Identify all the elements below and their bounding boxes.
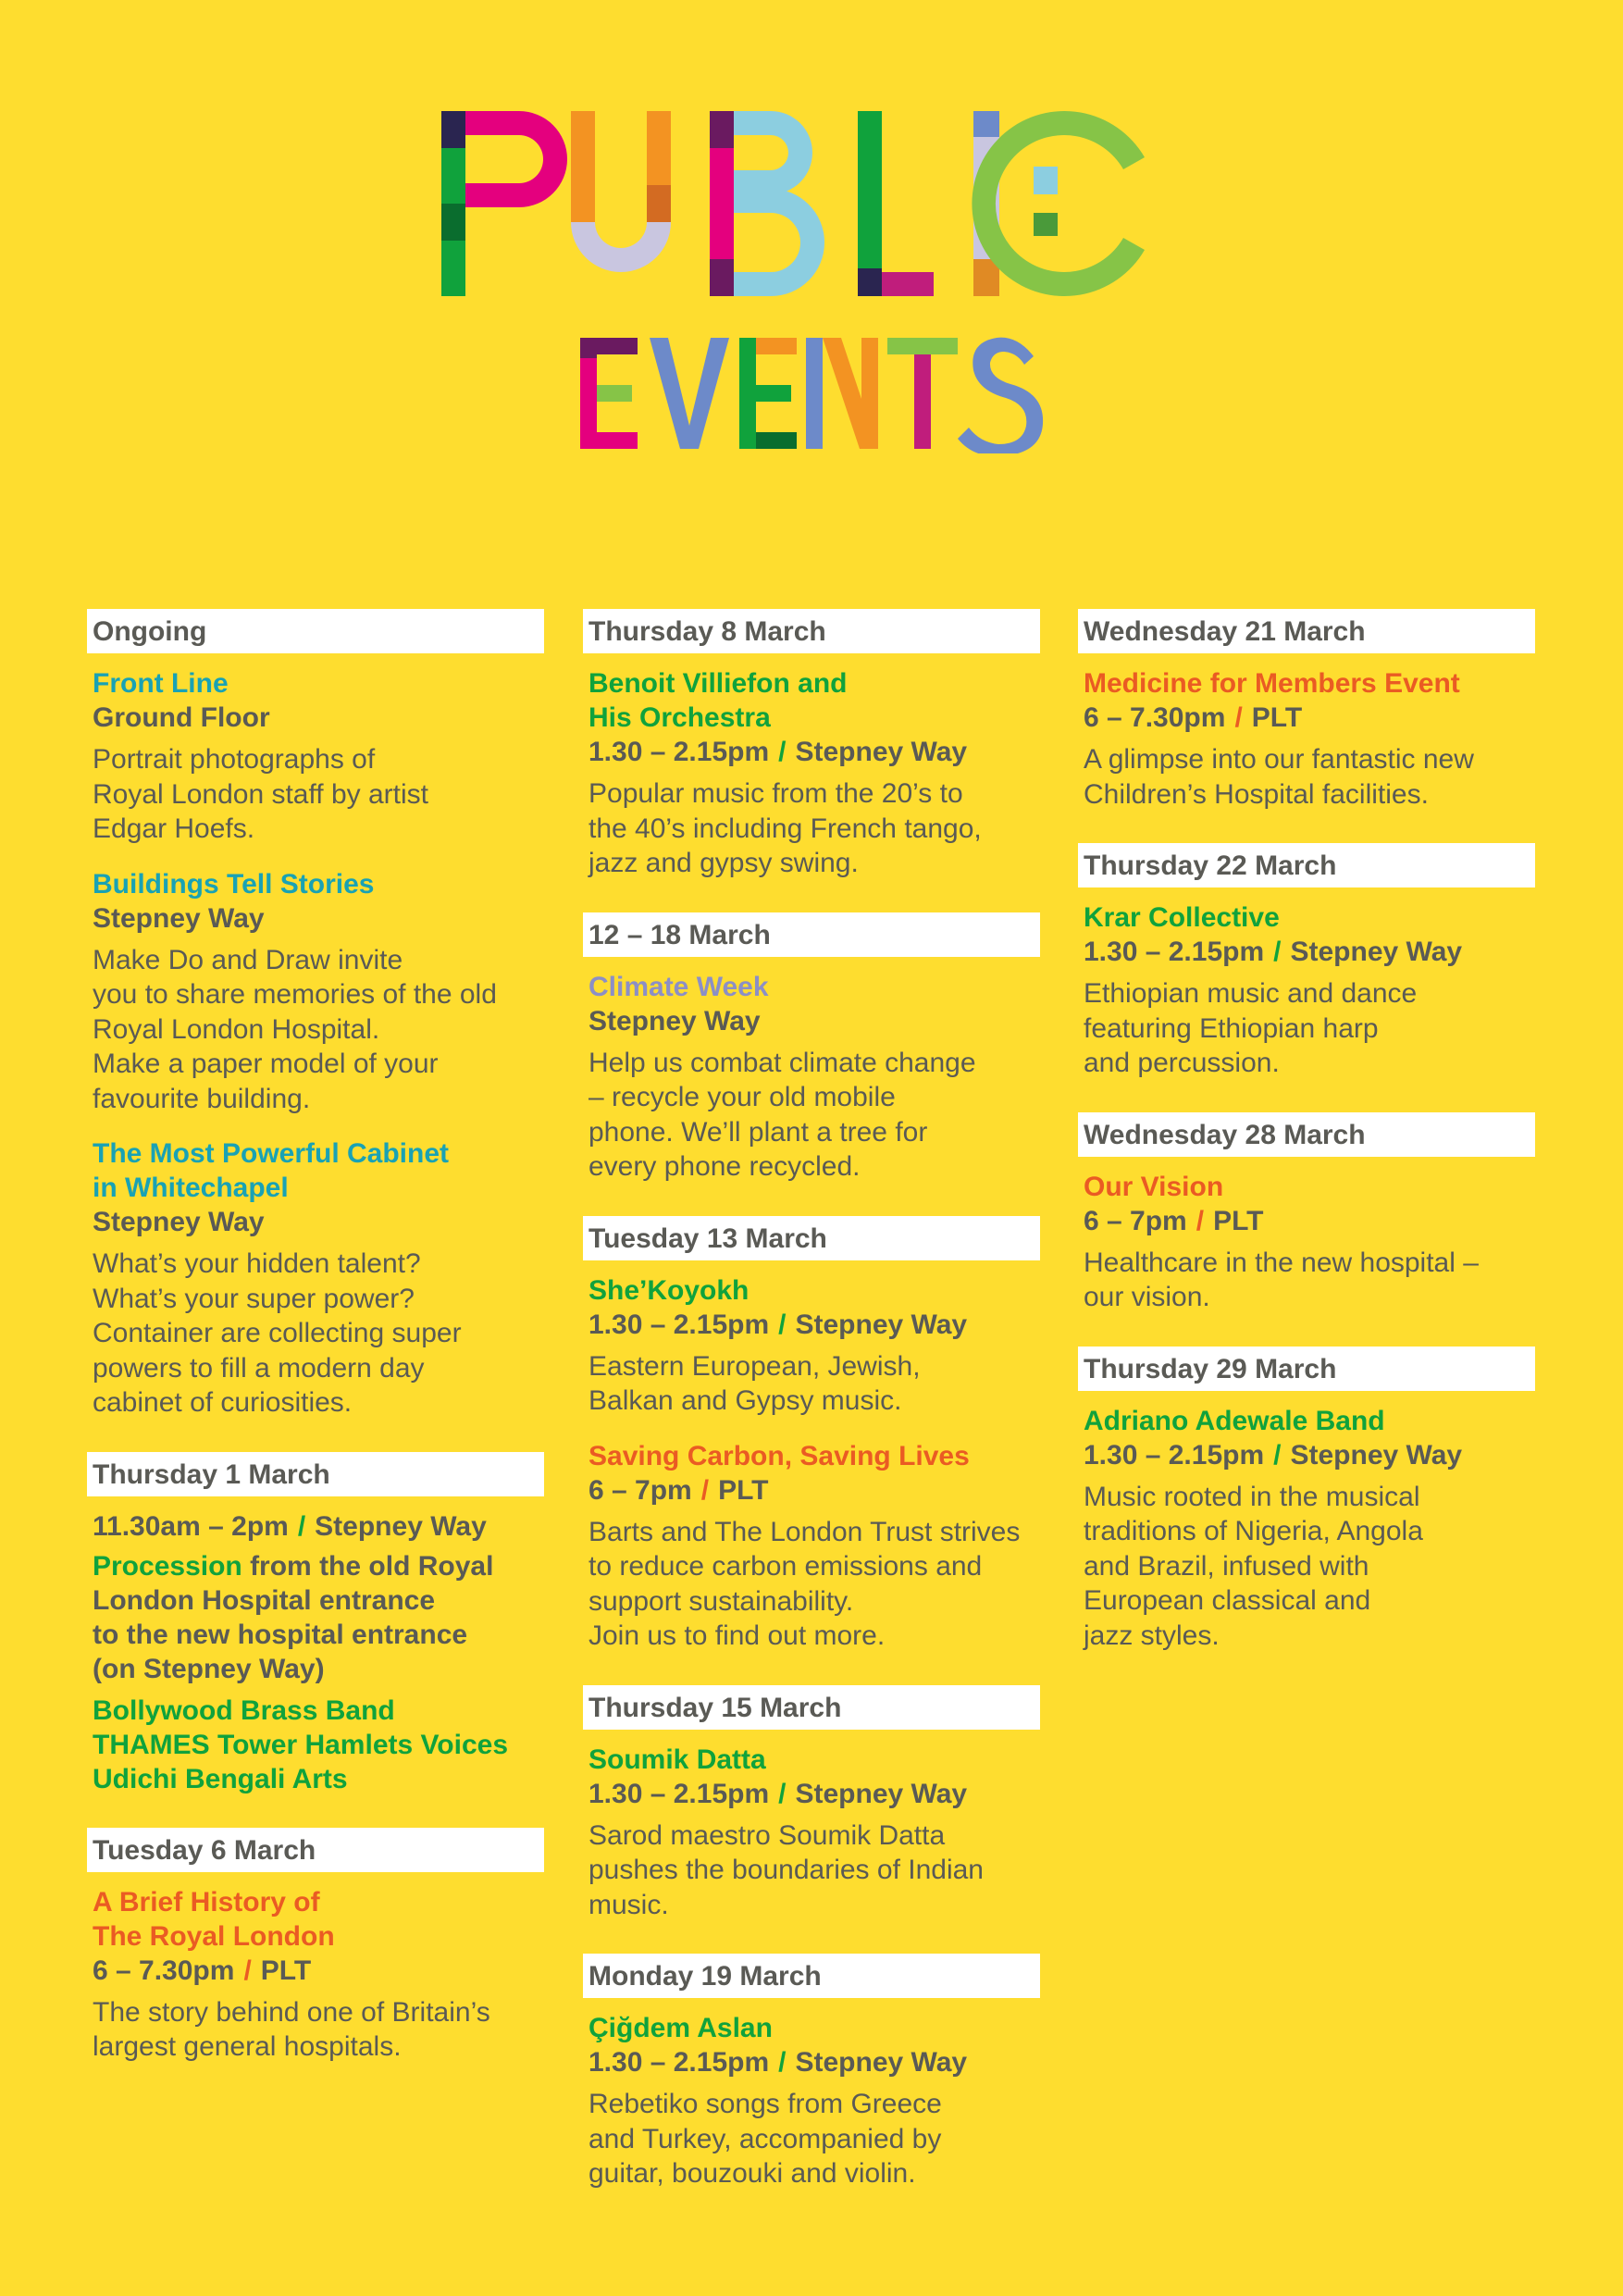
event-brief-history [87,1885,544,2065]
event-benoit-villiefon [583,666,1040,881]
event-time: 6 – 7pm [1084,1205,1187,1236]
event-description [583,1515,1040,1654]
desc-line: our vision. [1084,1282,1210,1312]
desc-line: Royal London staff by artist [93,778,428,810]
event-our-vision [1078,1170,1535,1315]
desc-line: A glimpse into our fantastic new [1084,744,1474,775]
public-events-logo [441,93,1182,453]
event-krar-collective [1078,900,1535,1081]
title-line: Benoit Villiefon and [588,668,848,699]
event-description [583,1818,1040,1923]
event-description [1078,1480,1535,1654]
event-location: Stepney Way [93,1207,265,1237]
desc-line: and Turkey, accompanied by [588,2123,942,2154]
day-header: Tuesday 6 March [87,1828,544,1872]
desc-line: What’s your super power? [93,1283,415,1314]
event-front-line [87,666,544,847]
event-description [87,1995,544,2065]
day-header: Thursday 8 March [583,609,1040,653]
event-most-powerful-cabinet [87,1136,544,1421]
separator: / [297,1510,306,1542]
desc-line: featuring Ethiopian harp [1084,1012,1379,1044]
separator: / [1273,1439,1282,1471]
event-place: Stepney Way [1290,1439,1463,1471]
desc-line: What’s your hidden talent? [93,1248,421,1279]
desc-line: to reduce carbon emissions and [588,1551,983,1582]
event-place: Stepney Way [795,1309,968,1340]
event-title [583,666,1040,735]
event-time-place [1078,935,1535,969]
desc-line: European classical and [1084,1585,1371,1616]
desc-line: pushes the boundaries of Indian [588,1855,984,1885]
event-time: 1.30 – 2.15pm [588,2047,770,2078]
event-time-place [583,735,1040,769]
title-line: The Most Powerful Cabinet [93,1138,450,1169]
desc-line: Eastern European, Jewish, [588,1350,921,1382]
event-time-place [1078,1204,1535,1238]
event-medicine-for-members [1078,666,1535,812]
section-thursday-22-march [1078,843,1535,1081]
desc-line: guitar, bouzouki and violin. [588,2158,916,2189]
title-block [0,93,1623,453]
desc-line: Royal London Hospital. [93,1013,380,1045]
title-line: A Brief History of [93,1886,320,1917]
desc-line: music. [588,1889,669,1920]
day-header: Wednesday 28 March [1078,1112,1535,1157]
event-description [583,2087,1040,2191]
act-name: THAMES Tower Hamlets Voices [93,1729,509,1760]
desc-line: – recycle your old mobile [588,1082,896,1112]
desc-line: every phone recycled. [588,1151,861,1182]
event-place: Stepney Way [795,1778,968,1809]
event-saving-carbon [583,1439,1040,1654]
event-location: Stepney Way [93,902,265,934]
event-time-place [87,1954,544,1988]
desc-line: Make Do and Draw invite [93,944,403,975]
event-time: 6 – 7.30pm [1084,702,1226,733]
title-line: in Whitechapel [93,1173,289,1203]
event-description [1078,976,1535,1081]
event-time: 1.30 – 2.15pm [1084,1439,1265,1471]
event-title: She’Koyokh [588,1274,750,1306]
separator: / [1196,1205,1205,1236]
event-description [583,1349,1040,1419]
logo-letter-l [858,111,934,296]
event-time-place [87,1509,544,1544]
event-climate-week [583,970,1040,1185]
desc-line: Popular music from the 20’s to [588,778,963,809]
logo-letter-u [571,111,671,272]
desc-line: Music rooted in the musical [1084,1481,1420,1512]
event-cigdem-aslan [583,2011,1040,2191]
logo-word-events [580,338,1043,453]
separator: / [778,1778,787,1809]
desc-line: support sustainability. [588,1585,854,1617]
event-soumik-datta [583,1743,1040,1923]
day-header: Monday 19 March [583,1954,1040,1998]
logo-letter-b [710,111,824,296]
section-thursday-8-march [583,609,1040,881]
column-3 [1078,609,1535,1684]
event-title: Çiğdem Aslan [588,2013,773,2043]
desc-line: Ethiopian music and dance [1084,978,1418,1009]
event-time-place [1078,1438,1535,1472]
event-time: 1.30 – 2.15pm [588,1778,770,1809]
title-line: The Royal London [93,1920,335,1952]
procession-rest: from the old Royal [242,1550,494,1582]
event-shekoyokh [583,1273,1040,1419]
event-title [87,1885,544,1954]
event-place: PLT [718,1474,769,1506]
event-description [1078,1246,1535,1315]
event-place: Stepney Way [795,737,968,767]
day-header: Thursday 15 March [583,1685,1040,1730]
event-title: Our Vision [1084,1171,1224,1202]
event-title: Climate Week [588,971,769,1002]
desc-line: Edgar Hoefs. [93,813,255,844]
event-description [87,943,544,1117]
desc-line: traditions of Nigeria, Angola [1084,1516,1423,1546]
separator: / [1273,937,1282,967]
column-2 [583,609,1040,2223]
event-time: 1.30 – 2.15pm [588,1309,770,1340]
section-wednesday-28-march [1078,1112,1535,1315]
procession-label: Procession [93,1550,242,1582]
column-1 [87,609,544,2096]
event-description [1078,742,1535,812]
title-line: His Orchestra [588,702,771,733]
event-location: Ground Floor [93,702,270,733]
day-header: Ongoing [87,609,544,653]
procession-line: (on Stepney Way) [93,1653,325,1684]
act-name: Udichi Bengali Arts [93,1763,348,1794]
event-place: Stepney Way [315,1510,487,1542]
event-description [87,1247,544,1421]
desc-line: Make a paper model of your [93,1049,439,1079]
event-title: Buildings Tell Stories [93,868,375,900]
desc-line: Healthcare in the new hospital – [1084,1247,1479,1278]
section-wednesday-21-march [1078,609,1535,812]
event-time: 11.30am – 2pm [93,1510,289,1542]
desc-line: jazz styles. [1084,1620,1220,1651]
event-description [583,1046,1040,1185]
desc-line: Help us combat climate change [588,1047,976,1078]
procession-line: to the new hospital entrance [93,1619,468,1650]
section-thursday-1-march [87,1452,544,1796]
event-time-place [583,2045,1040,2079]
desc-line: Children’s Hospital facilities. [1084,778,1429,810]
desc-line: and percussion. [1084,1048,1280,1078]
day-header: 12 – 18 March [583,912,1040,957]
event-title: Soumik Datta [588,1744,766,1775]
event-time: 1.30 – 2.15pm [1084,937,1265,967]
day-header: Thursday 29 March [1078,1347,1535,1391]
desc-line: favourite building. [93,1083,311,1114]
section-thursday-15-march [583,1685,1040,1923]
section-monday-19-march [583,1954,1040,2191]
separator: / [243,1955,252,1986]
separator: / [1234,702,1243,733]
desc-line: Container are collecting super [93,1318,462,1348]
event-time-place [583,1473,1040,1508]
desc-line: Sarod maestro Soumik Datta [588,1819,946,1851]
event-time: 6 – 7pm [588,1474,692,1506]
event-title: Saving Carbon, Saving Lives [588,1440,970,1471]
procession-line: London Hospital entrance [93,1584,436,1616]
desc-line: the 40’s including French tango, [588,813,982,844]
event-place: Stepney Way [1290,937,1463,967]
desc-line: cabinet of curiosities. [93,1387,353,1418]
desc-line: Join us to find out more. [588,1620,886,1651]
day-header: Tuesday 13 March [583,1216,1040,1260]
desc-line: Rebetiko songs from Greece [588,2089,942,2119]
event-time: 1.30 – 2.15pm [588,737,770,767]
section-ongoing [87,609,544,1421]
event-place: PLT [1251,702,1303,733]
separator: / [778,2047,787,2078]
separator: / [778,1309,787,1340]
procession-text [87,1549,544,1583]
desc-line: Barts and The London Trust strives [588,1516,1021,1547]
event-time-place [583,1777,1040,1811]
event-description [87,742,544,847]
day-header: Thursday 22 March [1078,843,1535,887]
desc-line: Balkan and Gypsy music. [588,1385,902,1416]
desc-line: The story behind one of Britain’s [93,1996,490,2028]
day-header: Thursday 1 March [87,1452,544,1496]
event-place: Stepney Way [795,2047,968,2078]
desc-line: you to share memories of the old [93,979,497,1010]
desc-line: Portrait photographs of [93,744,376,775]
event-title: Front Line [93,668,229,699]
day-header: Wednesday 21 March [1078,609,1535,653]
section-tuesday-6-march [87,1828,544,2065]
section-thursday-29-march [1078,1347,1535,1654]
event-adriano-adewale [1078,1404,1535,1654]
event-location: Stepney Way [588,1005,761,1036]
event-title: Adriano Adewale Band [1084,1405,1385,1436]
event-title: Medicine for Members Event [1084,668,1460,699]
event-description [583,776,1040,881]
event-buildings-tell-stories [87,867,544,1117]
event-place: PLT [260,1955,312,1986]
desc-line: jazz and gypsy swing. [588,848,859,878]
desc-line: largest general hospitals. [93,2031,402,2062]
separator: / [778,737,787,767]
logo-letter-p [441,111,567,296]
separator: / [700,1474,710,1506]
event-time: 6 – 7.30pm [93,1955,235,1986]
event-title: Krar Collective [1084,902,1280,933]
section-tuesday-13-march [583,1216,1040,1654]
act-name: Bollywood Brass Band [93,1694,395,1726]
event-time-place [1078,701,1535,735]
event-place: PLT [1213,1205,1264,1236]
desc-line: phone. We’ll plant a tree for [588,1116,928,1148]
desc-line: powers to fill a modern day [93,1352,425,1384]
event-title [87,1136,544,1205]
desc-line: and Brazil, infused with [1084,1550,1369,1582]
event-time-place [583,1308,1040,1342]
section-12-18-march [583,912,1040,1185]
